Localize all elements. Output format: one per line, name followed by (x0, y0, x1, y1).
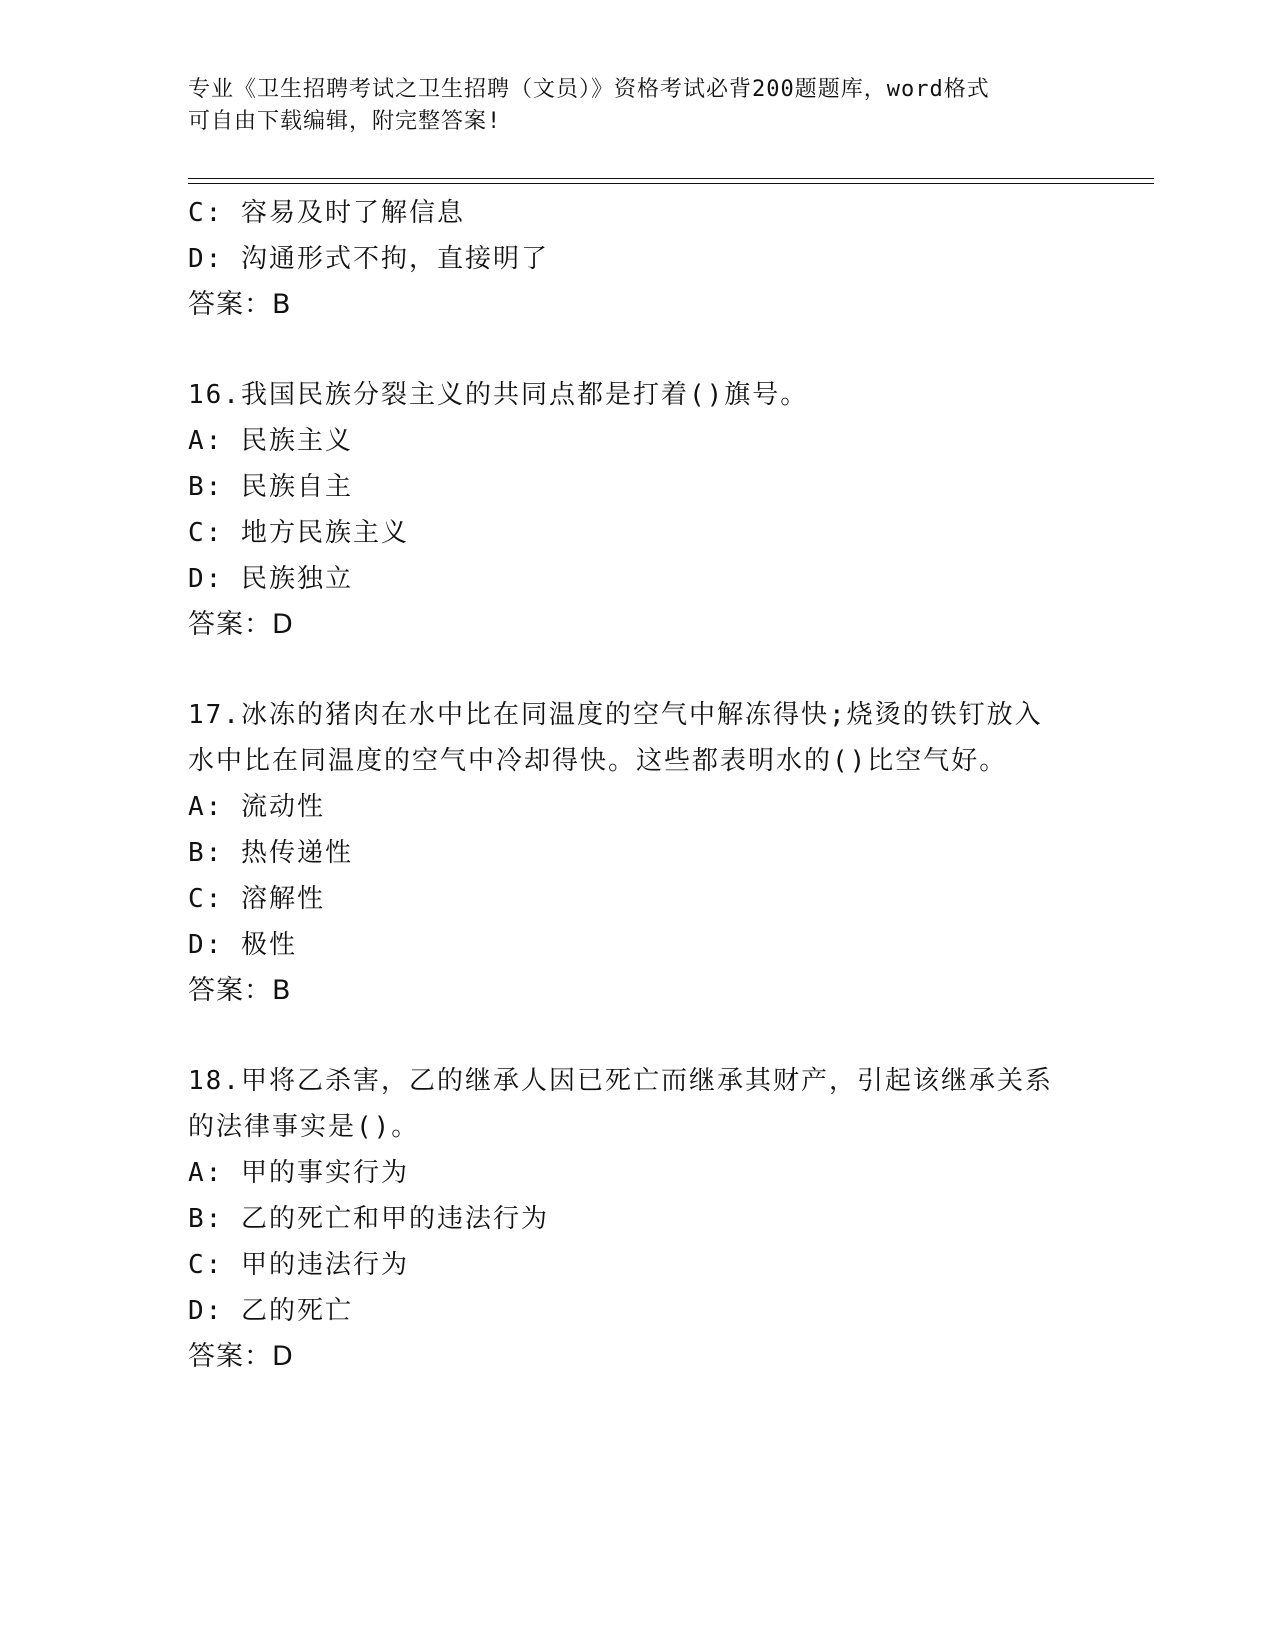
option-d: D: 极性 (188, 930, 297, 960)
option-a: A: 甲的事实行为 (188, 1158, 409, 1188)
option-b: B: 民族自主 (188, 472, 353, 502)
question-stem-continued: 水中比在同温度的空气中冷却得快。这些都表明水的()比空气好。 (188, 746, 1008, 776)
answer-line: 答案：B (188, 975, 292, 1006)
option-b: B: 热传递性 (188, 838, 353, 868)
document-header (188, 74, 1068, 138)
option-c: C: 容易及时了解信息 (188, 198, 465, 228)
question-stem: 16.我国民族分裂主义的共同点都是打着()旗号。 (188, 380, 809, 410)
question-stem: 18.甲将乙杀害，乙的继承人因已死亡而继承其财产，引起该继承关系 (188, 1066, 1053, 1096)
header-title-line-2: 可自由下载编辑，附完整答案! (188, 109, 502, 134)
answer-line: 答案：D (188, 609, 294, 640)
spacer (188, 648, 1088, 692)
question-list (188, 190, 1088, 1380)
answer-line: 答案：D (188, 1341, 294, 1372)
spacer (188, 328, 1088, 372)
option-b: B: 乙的死亡和甲的违法行为 (188, 1204, 549, 1234)
question-stem: 17.冰冻的猪肉在水中比在同温度的空气中解冻得快;烧烫的铁钉放入 (188, 700, 1043, 730)
option-c: C: 溶解性 (188, 884, 325, 914)
question-16 (188, 372, 1088, 648)
option-d: D: 乙的死亡 (188, 1296, 353, 1326)
option-a: A: 流动性 (188, 792, 325, 822)
question-stem-continued: 的法律事实是()。 (188, 1112, 420, 1142)
spacer (188, 1014, 1088, 1058)
option-d: D: 沟通形式不拘，直接明了 (188, 244, 549, 274)
question-17 (188, 692, 1088, 1014)
question-15-continued (188, 190, 1088, 328)
option-c: C: 地方民族主义 (188, 518, 409, 548)
question-18 (188, 1058, 1088, 1380)
answer-line: 答案：B (188, 289, 292, 320)
header-divider-top (188, 178, 1154, 179)
header-title-line-1: 专业《卫生招聘考试之卫生招聘（文员）》资格考试必背200题题库，word格式 (188, 77, 990, 102)
option-d: D: 民族独立 (188, 564, 353, 594)
header-divider-bottom (188, 183, 1154, 184)
option-c: C: 甲的违法行为 (188, 1250, 409, 1280)
option-a: A: 民族主义 (188, 426, 353, 456)
